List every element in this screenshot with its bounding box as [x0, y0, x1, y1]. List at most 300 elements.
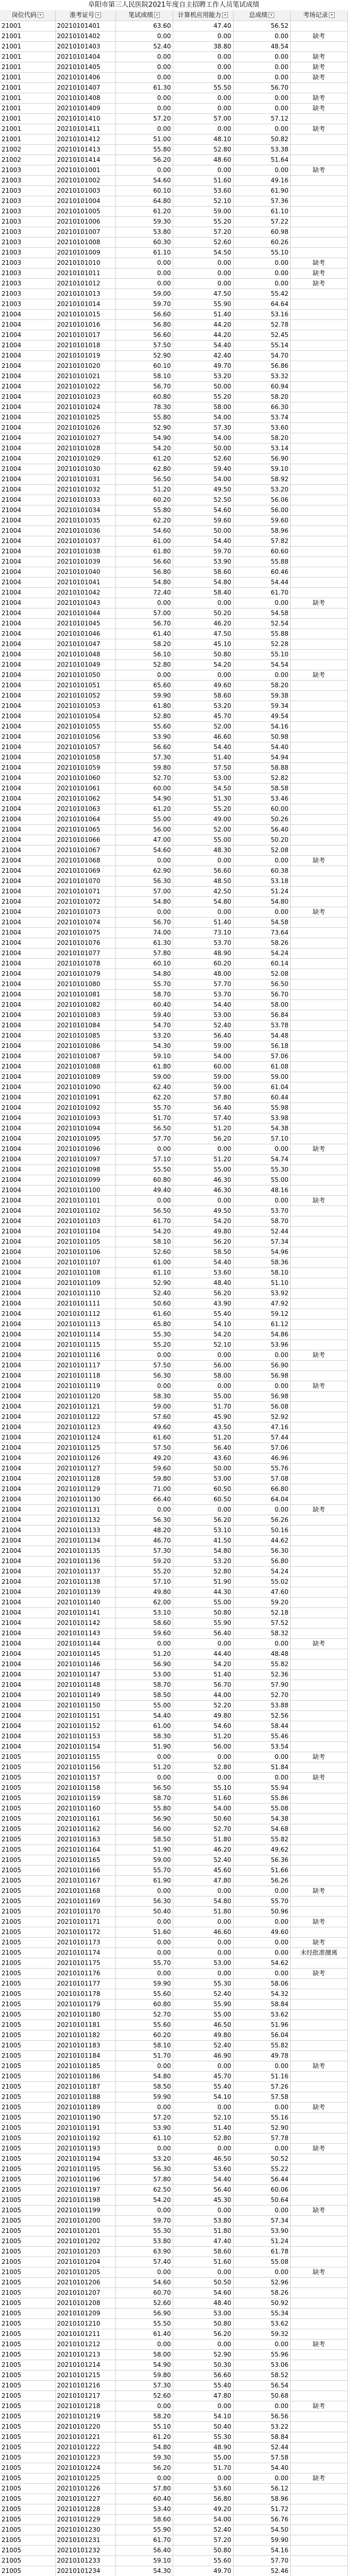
- cell-ticket-no[interactable]: 20210101170: [55, 1906, 115, 1917]
- cell-computer-score[interactable]: 54.40: [173, 742, 233, 752]
- cell-computer-score[interactable]: 50.00: [173, 381, 233, 392]
- cell-written-score[interactable]: 0.00: [115, 1638, 173, 1649]
- cell-post-code[interactable]: 21004: [0, 814, 55, 824]
- cell-written-score[interactable]: 0.00: [115, 2061, 173, 2071]
- cell-computer-score[interactable]: 54.20: [173, 1329, 233, 1340]
- cell-computer-score[interactable]: 56.00: [173, 1360, 233, 1370]
- cell-computer-score[interactable]: 48.90: [173, 948, 233, 958]
- cell-post-code[interactable]: 21005: [0, 2339, 55, 2349]
- cell-written-score[interactable]: 54.60: [115, 526, 173, 536]
- cell-post-code[interactable]: 21004: [0, 917, 55, 927]
- cell-computer-score[interactable]: 54.60: [173, 1721, 233, 1731]
- cell-post-code[interactable]: 21004: [0, 1309, 55, 1319]
- cell-exam-note[interactable]: [290, 216, 347, 227]
- cell-post-code[interactable]: 21005: [0, 2411, 55, 2421]
- cell-computer-score[interactable]: 58.00: [173, 402, 233, 412]
- cell-post-code[interactable]: 21005: [0, 2277, 55, 2287]
- cell-post-code[interactable]: 21004: [0, 1453, 55, 1463]
- cell-written-score[interactable]: 56.30: [115, 1370, 173, 1381]
- cell-ticket-no[interactable]: 20210101404: [55, 52, 115, 62]
- cell-total-score[interactable]: 56.06: [233, 495, 290, 505]
- cell-written-score[interactable]: 55.70: [115, 979, 173, 989]
- cell-written-score[interactable]: 55.30: [115, 2226, 173, 2236]
- cell-computer-score[interactable]: 54.20: [173, 1659, 233, 1669]
- cell-written-score[interactable]: 55.60: [115, 2020, 173, 2030]
- cell-ticket-no[interactable]: 20210101115: [55, 1340, 115, 1350]
- cell-computer-score[interactable]: 0.00: [173, 2061, 233, 2071]
- cell-post-code[interactable]: 21004: [0, 340, 55, 350]
- cell-written-score[interactable]: 61.20: [115, 2432, 173, 2442]
- cell-ticket-no[interactable]: 20210101014: [55, 299, 115, 309]
- cell-post-code[interactable]: 21005: [0, 2205, 55, 2215]
- sheet-title[interactable]: 阜阳市第三人民医院2021年度自主招聘工作人员笔试成绩: [88, 1, 260, 9]
- cell-ticket-no[interactable]: 20210101149: [55, 1690, 115, 1700]
- cell-total-score[interactable]: 58.06: [233, 1978, 290, 1989]
- cell-computer-score[interactable]: 73.10: [173, 927, 233, 938]
- cell-total-score[interactable]: 52.36: [233, 1669, 290, 1680]
- cell-exam-note[interactable]: [290, 464, 347, 474]
- cell-written-score[interactable]: 60.10: [115, 185, 173, 196]
- cell-exam-note[interactable]: [290, 1814, 347, 1824]
- cell-written-score[interactable]: 60.80: [115, 1175, 173, 1185]
- cell-computer-score[interactable]: 53.60: [173, 185, 233, 196]
- cell-written-score[interactable]: 62.90: [115, 866, 173, 876]
- header-written-score[interactable]: [115, 10, 173, 21]
- cell-post-code[interactable]: 21004: [0, 1123, 55, 1133]
- cell-ticket-no[interactable]: 20210101145: [55, 1649, 115, 1659]
- cell-written-score[interactable]: 59.20: [115, 1556, 173, 1566]
- cell-post-code[interactable]: 21001: [0, 82, 55, 93]
- cell-total-score[interactable]: 52.54: [233, 618, 290, 629]
- cell-exam-note[interactable]: [290, 1741, 347, 1752]
- cell-written-score[interactable]: 0.00: [115, 72, 173, 82]
- cell-post-code[interactable]: 21004: [0, 1247, 55, 1257]
- cell-post-code[interactable]: 21004: [0, 1607, 55, 1618]
- cell-post-code[interactable]: 21004: [0, 1051, 55, 1061]
- cell-ticket-no[interactable]: 20210101142: [55, 1618, 115, 1628]
- cell-total-score[interactable]: 57.08: [233, 1473, 290, 1484]
- cell-computer-score[interactable]: 50.00: [173, 526, 233, 536]
- cell-post-code[interactable]: 21004: [0, 1020, 55, 1030]
- cell-total-score[interactable]: 56.56: [233, 2411, 290, 2421]
- cell-computer-score[interactable]: 49.70: [173, 2566, 233, 2576]
- cell-exam-note[interactable]: [290, 1669, 347, 1680]
- cell-post-code[interactable]: 21004: [0, 670, 55, 680]
- cell-computer-score[interactable]: 53.00: [173, 773, 233, 783]
- cell-written-score[interactable]: 0.00: [115, 1947, 173, 1958]
- cell-post-code[interactable]: 21004: [0, 536, 55, 546]
- cell-ticket-no[interactable]: 20210101060: [55, 773, 115, 783]
- cell-exam-note[interactable]: [290, 2050, 347, 2061]
- cell-written-score[interactable]: 52.80: [115, 659, 173, 670]
- cell-post-code[interactable]: 21005: [0, 1917, 55, 1927]
- cell-exam-note[interactable]: [290, 453, 347, 464]
- cell-total-score[interactable]: 58.96: [233, 2494, 290, 2504]
- cell-exam-note[interactable]: [290, 1463, 347, 1473]
- cell-ticket-no[interactable]: 20210101083: [55, 1010, 115, 1020]
- cell-exam-note[interactable]: [290, 2215, 347, 2226]
- cell-total-score[interactable]: 61.08: [233, 1061, 290, 1072]
- cell-written-score[interactable]: 0.00: [115, 258, 173, 268]
- cell-ticket-no[interactable]: 20210101023: [55, 392, 115, 402]
- cell-post-code[interactable]: 21004: [0, 1649, 55, 1659]
- cell-computer-score[interactable]: 56.60: [173, 866, 233, 876]
- cell-post-code[interactable]: 21003: [0, 278, 55, 289]
- cell-computer-score[interactable]: 0.00: [173, 258, 233, 268]
- cell-ticket-no[interactable]: 20210101015: [55, 309, 115, 319]
- cell-computer-score[interactable]: 0.00: [173, 1381, 233, 1391]
- cell-post-code[interactable]: 21004: [0, 783, 55, 793]
- cell-computer-score[interactable]: 49.50: [173, 484, 233, 495]
- cell-written-score[interactable]: 48.20: [115, 1525, 173, 1535]
- cell-written-score[interactable]: 55.80: [115, 412, 173, 422]
- cell-total-score[interactable]: 46.96: [233, 1453, 290, 1463]
- cell-total-score[interactable]: 64.64: [233, 299, 290, 309]
- header-ticket-no[interactable]: [55, 10, 115, 21]
- cell-exam-note[interactable]: [290, 618, 347, 629]
- cell-post-code[interactable]: 21003: [0, 268, 55, 278]
- cell-computer-score[interactable]: 55.00: [173, 2452, 233, 2463]
- cell-computer-score[interactable]: 45.30: [173, 2195, 233, 2205]
- cell-written-score[interactable]: 61.20: [115, 206, 173, 216]
- cell-computer-score[interactable]: 58.40: [173, 587, 233, 598]
- cell-written-score[interactable]: 58.70: [115, 1680, 173, 1690]
- cell-total-score[interactable]: 56.26: [233, 1515, 290, 1525]
- cell-ticket-no[interactable]: 20210101111: [55, 1298, 115, 1309]
- cell-exam-note[interactable]: [290, 2360, 347, 2370]
- cell-computer-score[interactable]: 57.80: [173, 1092, 233, 1103]
- cell-exam-note[interactable]: [290, 742, 347, 752]
- cell-ticket-no[interactable]: 20210101229: [55, 2514, 115, 2524]
- cell-total-score[interactable]: 58.96: [233, 526, 290, 536]
- cell-written-score[interactable]: 61.00: [115, 1257, 173, 1267]
- cell-written-score[interactable]: 55.30: [115, 1329, 173, 1340]
- cell-total-score[interactable]: 53.16: [233, 309, 290, 319]
- cell-ticket-no[interactable]: 20210101139: [55, 1587, 115, 1597]
- cell-post-code[interactable]: 21004: [0, 1185, 55, 1195]
- cell-computer-score[interactable]: 49.70: [173, 361, 233, 371]
- cell-written-score[interactable]: 54.30: [115, 1041, 173, 1051]
- cell-post-code[interactable]: 21004: [0, 896, 55, 907]
- cell-exam-note[interactable]: [290, 2452, 347, 2463]
- cell-total-score[interactable]: 51.24: [233, 2236, 290, 2246]
- cell-ticket-no[interactable]: 20210101172: [55, 1927, 115, 1937]
- cell-computer-score[interactable]: 49.00: [173, 814, 233, 824]
- cell-computer-score[interactable]: 50.40: [173, 2421, 233, 2432]
- cell-total-score[interactable]: 53.98: [233, 1113, 290, 1123]
- cell-exam-note[interactable]: [290, 2545, 347, 2555]
- cell-computer-score[interactable]: 55.00: [173, 1164, 233, 1175]
- cell-exam-note[interactable]: [290, 2081, 347, 2092]
- cell-post-code[interactable]: 21004: [0, 876, 55, 886]
- cell-total-score[interactable]: 52.70: [233, 1690, 290, 1700]
- cell-exam-note[interactable]: [290, 2257, 347, 2267]
- cell-computer-score[interactable]: 60.00: [173, 1061, 233, 1072]
- cell-exam-note[interactable]: [290, 1546, 347, 1556]
- cell-computer-score[interactable]: 0.00: [173, 103, 233, 113]
- cell-post-code[interactable]: 21005: [0, 2452, 55, 2463]
- cell-exam-note[interactable]: [290, 1236, 347, 1247]
- cell-total-score[interactable]: 48.16: [233, 1185, 290, 1195]
- cell-total-score[interactable]: 55.08: [233, 2257, 290, 2267]
- cell-post-code[interactable]: 21005: [0, 2050, 55, 2061]
- cell-computer-score[interactable]: 53.70: [173, 989, 233, 999]
- cell-ticket-no[interactable]: 20210101113: [55, 1319, 115, 1329]
- cell-total-score[interactable]: 52.90: [233, 2123, 290, 2133]
- cell-computer-score[interactable]: 56.00: [173, 1741, 233, 1752]
- cell-ticket-no[interactable]: 20210101067: [55, 845, 115, 855]
- cell-written-score[interactable]: 57.50: [115, 1360, 173, 1370]
- cell-total-score[interactable]: 55.98: [233, 1103, 290, 1113]
- cell-total-score[interactable]: 49.78: [233, 2050, 290, 2061]
- cell-total-score[interactable]: 57.10: [233, 1133, 290, 1144]
- cell-post-code[interactable]: 21004: [0, 1175, 55, 1185]
- cell-total-score[interactable]: 55.30: [233, 1164, 290, 1175]
- cell-exam-note[interactable]: [290, 1164, 347, 1175]
- cell-computer-score[interactable]: 51.40: [173, 1669, 233, 1680]
- cell-computer-score[interactable]: 51.80: [173, 2226, 233, 2236]
- cell-exam-note[interactable]: [290, 381, 347, 392]
- cell-ticket-no[interactable]: 20210101010: [55, 258, 115, 268]
- cell-total-score[interactable]: 55.42: [233, 289, 290, 299]
- cell-total-score[interactable]: 52.08: [233, 969, 290, 979]
- cell-total-score[interactable]: 53.38: [233, 144, 290, 155]
- cell-written-score[interactable]: 54.80: [115, 896, 173, 907]
- cell-ticket-no[interactable]: 20210101047: [55, 639, 115, 649]
- cell-total-score[interactable]: 55.70: [233, 1896, 290, 1906]
- cell-written-score[interactable]: 57.80: [115, 2483, 173, 2494]
- cell-total-score[interactable]: 49.62: [233, 1844, 290, 1855]
- cell-ticket-no[interactable]: 20210101071: [55, 886, 115, 896]
- cell-exam-note[interactable]: [290, 1999, 347, 2009]
- cell-total-score[interactable]: 54.16: [233, 721, 290, 732]
- cell-written-score[interactable]: 61.10: [115, 247, 173, 258]
- cell-written-score[interactable]: 56.80: [115, 319, 173, 330]
- cell-exam-note[interactable]: [290, 1391, 347, 1401]
- cell-total-score[interactable]: 57.78: [233, 2133, 290, 2143]
- cell-ticket-no[interactable]: 20210101037: [55, 536, 115, 546]
- cell-computer-score[interactable]: 47.40: [173, 2236, 233, 2246]
- cell-total-score[interactable]: 53.78: [233, 1020, 290, 1030]
- cell-written-score[interactable]: 51.20: [115, 1762, 173, 1772]
- cell-total-score[interactable]: 51.84: [233, 1762, 290, 1772]
- cell-computer-score[interactable]: 52.20: [173, 1700, 233, 1710]
- cell-exam-note[interactable]: [290, 1906, 347, 1917]
- cell-total-score[interactable]: 56.36: [233, 1855, 290, 1865]
- cell-total-score[interactable]: 56.70: [233, 82, 290, 93]
- cell-ticket-no[interactable]: 20210101026: [55, 422, 115, 433]
- cell-computer-score[interactable]: 54.00: [173, 1051, 233, 1061]
- cell-post-code[interactable]: 21001: [0, 52, 55, 62]
- cell-exam-note[interactable]: [290, 587, 347, 598]
- cell-computer-score[interactable]: 54.10: [173, 2411, 233, 2421]
- cell-written-score[interactable]: 56.90: [115, 1659, 173, 1669]
- cell-ticket-no[interactable]: 20210101038: [55, 546, 115, 556]
- cell-exam-note[interactable]: [290, 2277, 347, 2287]
- cell-exam-note[interactable]: [290, 1175, 347, 1185]
- cell-ticket-no[interactable]: 20210101183: [55, 2040, 115, 2050]
- cell-exam-note[interactable]: [290, 247, 347, 258]
- cell-total-score[interactable]: 56.90: [233, 453, 290, 464]
- cell-total-score[interactable]: 0.00: [233, 2267, 290, 2277]
- cell-written-score[interactable]: 0.00: [115, 1772, 173, 1783]
- cell-total-score[interactable]: 53.46: [233, 793, 290, 804]
- cell-written-score[interactable]: 59.10: [115, 1051, 173, 1061]
- cell-computer-score[interactable]: 46.60: [173, 732, 233, 742]
- cell-computer-score[interactable]: 57.50: [173, 762, 233, 773]
- cell-ticket-no[interactable]: 20210101005: [55, 206, 115, 216]
- cell-total-score[interactable]: 54.24: [233, 1566, 290, 1577]
- cell-total-score[interactable]: 55.96: [233, 2349, 290, 2360]
- cell-total-score[interactable]: 53.32: [233, 371, 290, 381]
- cell-computer-score[interactable]: 51.20: [173, 1731, 233, 1741]
- cell-ticket-no[interactable]: 20210101227: [55, 2494, 115, 2504]
- cell-written-score[interactable]: 59.90: [115, 690, 173, 701]
- cell-computer-score[interactable]: 0.00: [173, 1350, 233, 1360]
- cell-exam-note[interactable]: [290, 2071, 347, 2081]
- cell-post-code[interactable]: 21004: [0, 721, 55, 732]
- cell-post-code[interactable]: 21004: [0, 1484, 55, 1494]
- cell-total-score[interactable]: 54.70: [233, 350, 290, 361]
- cell-exam-note[interactable]: [290, 1267, 347, 1278]
- cell-computer-score[interactable]: 0.00: [173, 1968, 233, 1978]
- cell-post-code[interactable]: 21005: [0, 2226, 55, 2236]
- cell-exam-note[interactable]: 缺考: [290, 1195, 347, 1206]
- cell-exam-note[interactable]: [290, 2236, 347, 2246]
- cell-exam-note[interactable]: 缺考: [290, 268, 347, 278]
- cell-ticket-no[interactable]: 20210101201: [55, 2226, 115, 2236]
- cell-exam-note[interactable]: [290, 21, 347, 31]
- cell-exam-note[interactable]: [290, 505, 347, 515]
- cell-computer-score[interactable]: 51.90: [173, 1577, 233, 1587]
- cell-ticket-no[interactable]: 20210101144: [55, 1638, 115, 1649]
- cell-ticket-no[interactable]: 20210101185: [55, 2061, 115, 2071]
- cell-post-code[interactable]: 21003: [0, 237, 55, 247]
- cell-written-score[interactable]: 53.10: [115, 1607, 173, 1618]
- cell-post-code[interactable]: 21005: [0, 2329, 55, 2339]
- cell-post-code[interactable]: 21004: [0, 1370, 55, 1381]
- cell-exam-note[interactable]: [290, 495, 347, 505]
- cell-exam-note[interactable]: [290, 2287, 347, 2298]
- cell-ticket-no[interactable]: 20210101072: [55, 896, 115, 907]
- cell-ticket-no[interactable]: 20210101134: [55, 1535, 115, 1546]
- cell-written-score[interactable]: 59.30: [115, 216, 173, 227]
- cell-computer-score[interactable]: 46.50: [173, 2020, 233, 2030]
- cell-written-score[interactable]: 61.00: [115, 536, 173, 546]
- cell-written-score[interactable]: 57.30: [115, 752, 173, 762]
- cell-post-code[interactable]: 21004: [0, 773, 55, 783]
- cell-computer-score[interactable]: 54.40: [173, 1257, 233, 1267]
- cell-ticket-no[interactable]: 20210101174: [55, 1947, 115, 1958]
- cell-total-score[interactable]: 66.30: [233, 402, 290, 412]
- cell-ticket-no[interactable]: 20210101221: [55, 2432, 115, 2442]
- cell-written-score[interactable]: 61.20: [115, 453, 173, 464]
- cell-computer-score[interactable]: 48.40: [173, 1278, 233, 1288]
- cell-computer-score[interactable]: 48.30: [173, 845, 233, 855]
- cell-ticket-no[interactable]: 20210101100: [55, 1185, 115, 1195]
- cell-ticket-no[interactable]: 20210101199: [55, 2205, 115, 2215]
- cell-exam-note[interactable]: [290, 474, 347, 484]
- cell-exam-note[interactable]: [290, 155, 347, 165]
- cell-written-score[interactable]: 58.10: [115, 2040, 173, 2050]
- cell-computer-score[interactable]: 49.60: [173, 680, 233, 690]
- cell-computer-score[interactable]: 47.80: [173, 2391, 233, 2401]
- cell-total-score[interactable]: 59.60: [233, 515, 290, 526]
- cell-computer-score[interactable]: 47.40: [173, 21, 233, 31]
- cell-ticket-no[interactable]: 20210101018: [55, 340, 115, 350]
- cell-written-score[interactable]: 54.70: [115, 1020, 173, 1030]
- cell-post-code[interactable]: 21004: [0, 711, 55, 721]
- cell-exam-note[interactable]: [290, 2308, 347, 2318]
- cell-total-score[interactable]: 59.38: [233, 690, 290, 701]
- cell-written-score[interactable]: 61.80: [115, 1061, 173, 1072]
- cell-total-score[interactable]: 0.00: [233, 2102, 290, 2112]
- cell-ticket-no[interactable]: 20210101017: [55, 330, 115, 340]
- cell-written-score[interactable]: 56.50: [115, 1206, 173, 1216]
- cell-total-score[interactable]: 55.08: [233, 1803, 290, 1814]
- cell-computer-score[interactable]: 54.60: [173, 505, 233, 515]
- cell-exam-note[interactable]: [290, 1278, 347, 1288]
- cell-ticket-no[interactable]: 20210101070: [55, 876, 115, 886]
- cell-total-score[interactable]: 47.60: [233, 1587, 290, 1597]
- cell-post-code[interactable]: 21004: [0, 1010, 55, 1020]
- cell-post-code[interactable]: 21005: [0, 2287, 55, 2298]
- cell-exam-note[interactable]: [290, 41, 347, 52]
- cell-ticket-no[interactable]: 20210101127: [55, 1463, 115, 1473]
- cell-computer-score[interactable]: 59.60: [173, 515, 233, 526]
- cell-computer-score[interactable]: 54.00: [173, 412, 233, 422]
- cell-post-code[interactable]: 21003: [0, 216, 55, 227]
- cell-exam-note[interactable]: [290, 1535, 347, 1546]
- cell-ticket-no[interactable]: 20210101079: [55, 969, 115, 979]
- cell-post-code[interactable]: 21005: [0, 2308, 55, 2318]
- cell-total-score[interactable]: 0.00: [233, 855, 290, 866]
- cell-ticket-no[interactable]: 20210101206: [55, 2277, 115, 2287]
- cell-computer-score[interactable]: 46.50: [173, 2154, 233, 2164]
- cell-ticket-no[interactable]: 20210101096: [55, 1144, 115, 1154]
- cell-exam-note[interactable]: [290, 2298, 347, 2308]
- cell-ticket-no[interactable]: 20210101086: [55, 1041, 115, 1051]
- cell-exam-note[interactable]: [290, 866, 347, 876]
- cell-computer-score[interactable]: 52.90: [173, 2349, 233, 2360]
- cell-ticket-no[interactable]: 20210101031: [55, 474, 115, 484]
- cell-total-score[interactable]: 56.40: [233, 824, 290, 835]
- cell-computer-score[interactable]: 54.20: [173, 1216, 233, 1226]
- cell-exam-note[interactable]: [290, 2329, 347, 2339]
- cell-written-score[interactable]: 60.70: [115, 2287, 173, 2298]
- cell-ticket-no[interactable]: 20210101164: [55, 1844, 115, 1855]
- cell-total-score[interactable]: 0.00: [233, 93, 290, 103]
- cell-ticket-no[interactable]: 20210101151: [55, 1710, 115, 1721]
- cell-exam-note[interactable]: [290, 1855, 347, 1865]
- cell-post-code[interactable]: 21004: [0, 598, 55, 608]
- cell-written-score[interactable]: 52.40: [115, 1288, 173, 1298]
- cell-ticket-no[interactable]: 20210101162: [55, 1824, 115, 1834]
- cell-computer-score[interactable]: 0.00: [173, 855, 233, 866]
- cell-ticket-no[interactable]: 20210101013: [55, 289, 115, 299]
- cell-ticket-no[interactable]: 20210101189: [55, 2102, 115, 2112]
- cell-ticket-no[interactable]: 20210101232: [55, 2545, 115, 2555]
- cell-post-code[interactable]: 21005: [0, 2473, 55, 2483]
- cell-written-score[interactable]: 61.30: [115, 938, 173, 948]
- cell-computer-score[interactable]: 46.30: [173, 1175, 233, 1185]
- cell-written-score[interactable]: 54.80: [115, 2442, 173, 2452]
- cell-ticket-no[interactable]: 20210101176: [55, 1968, 115, 1978]
- cell-computer-score[interactable]: 53.20: [173, 1556, 233, 1566]
- cell-written-score[interactable]: 54.40: [115, 1710, 173, 1721]
- cell-ticket-no[interactable]: 20210101029: [55, 453, 115, 464]
- cell-post-code[interactable]: 21005: [0, 2184, 55, 2195]
